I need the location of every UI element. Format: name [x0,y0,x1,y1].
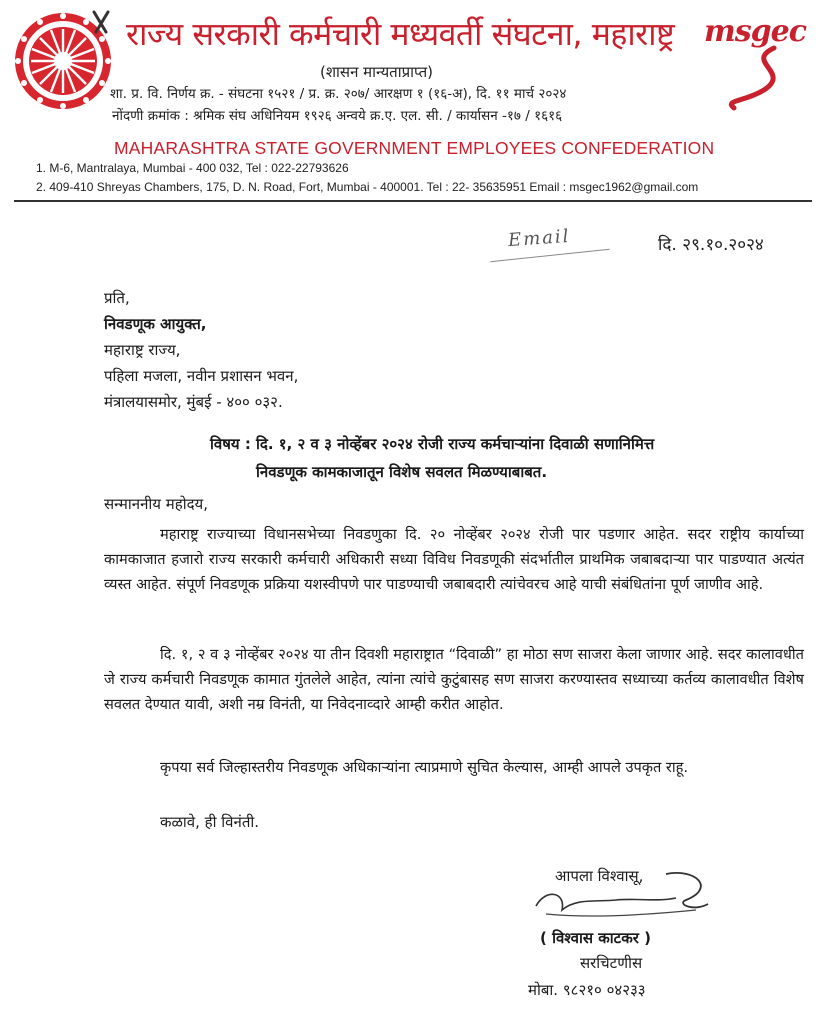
brand-swirl-icon [704,42,814,112]
organization-logo [10,6,116,112]
addressee-line-1: महाराष्ट्र राज्य, [104,341,181,359]
body-paragraph-2: दि. १, २ व ३ नोव्हेंबर २०२४ या तीन दिवशी महाराष्ट्रात “दिवाळी” हा मोठा सण साजरा केला जाणार आहे. सदर कालावधीत जे राज्य कर्मचारी निवडणूक कामात गुंतलेले आहेत, त्यांना त्यांचे कुटुंबासह सण साजरा करण्यास्तव सध्याच्या कर्तव्य कालावधीत विशेष सवलत देण्यात यावी, अशी नम्र विनंती, या निवेदनाव्दारे आम्ही करीत आहोत. [104,646,804,713]
addressee-name: निवडणूक आयुक्त, [104,315,207,333]
addressee-label: प्रति, [104,289,130,307]
subject [210,430,790,486]
email-stamp: Email [507,225,572,252]
recognition-note: (शासन मान्यताप्राप्त) [320,63,434,81]
salutation: सन्माननीय महोदय, [104,495,209,513]
letter-date: दि. २९.१०.२०२४ [658,235,764,255]
brand-logo [704,14,814,114]
header-divider [14,200,812,202]
body-paragraph-3: कृपया सर्व जिल्हास्तरीय निवडणूक अधिकाऱ्यांना त्याप्रमाणे सुचित केल्यास, आम्ही आपले उपकृत राहू. [160,759,689,776]
valediction: आपला विश्वासू, [555,867,644,885]
government-resolution-line: शा. प्र. वि. निर्णय क्र. - संघटना १५२१ / प्र. क्र. २०७/ आरक्षण १ (१६-अ), दि. ११ मार्च २०२४ [110,86,567,102]
address-line-2: 2. 409-410 Shreyas Chambers, 175, D. N. Road, Fort, Mumbai - 400001. Tel : 22- 35635951 Email : msgec1962@gmail.com [36,180,699,194]
brand-logo-text: msgec [704,14,806,49]
handwritten-signature [526,858,726,938]
subject-line-1: विषय : दि. १, २ व ३ नोव्हेंबर २०२४ रोजी राज्य कर्मचाऱ्यांना दिवाळी सणानिमित्त [210,435,655,453]
organization-title-marathi: राज्य सरकारी कर्मचारी मध्यवर्ती संघटना, महाराष्ट्र [126,15,675,53]
closing-line: कळावे, ही विनंती. [160,813,260,831]
organization-title-english: MAHARASHTRA STATE GOVERNMENT EMPLOYEES CONFEDERATION [114,138,715,158]
addressee-line-3: मंत्रालयासमोर, मुंबई - ४०० ०३२. [104,393,283,411]
body-paragraph-1: महाराष्ट्र राज्याच्या विधानसभेच्या निवडणुका दि. २० नोव्हेंबर २०२४ रोजी पार पडणार आहेत. सदर राष्ट्रीय कार्याच्या कामकाजात हजारो राज्य सरकारी कर्मचारी अधिकारी सध्या विविध निवडणूकी संदर्भातील प्राथमिक जबाबदाऱ्या पार पाडण्यात अत्यंत व्यस्त आहेत. संपूर्ण निवडणूक प्रक्रिया यशस्वीपणे पार पाडण्याची जबाबदारी त्यांचेवरच आहे याची संबंधितांना पूर्ण जाणीव आहे. [104,526,804,593]
address-line-1: 1. M-6, Mantralaya, Mumbai - 400 032, Tel : 022-22793626 [36,161,349,175]
signatory-mobile: मोबा. ९८२१० ०४२३३ [528,981,646,999]
signatory-name: ( विश्वास काटकर ) [540,929,651,947]
registration-line: नोंदणी क्रमांक : श्रमिक संघ अधिनियम १९२६ अन्वये क्र.ए. एल. सी. / कार्यासन -१७ / १६१६ [112,108,563,124]
signatory-title: सरचिटणीस [580,954,643,972]
subject-line-2: निवडणूक कामकाजातून विशेष सवलत मिळण्याबाबत. [256,463,548,481]
addressee-line-2: पहिला मजला, नवीन प्रशासन भवन, [104,367,299,385]
